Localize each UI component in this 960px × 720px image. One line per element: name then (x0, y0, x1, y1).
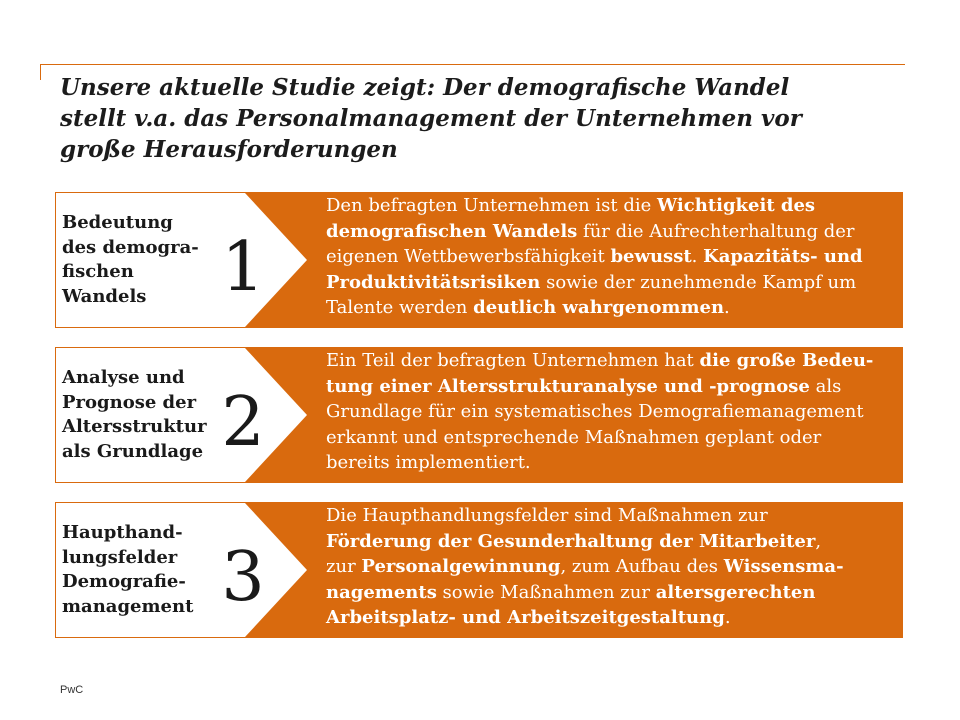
emphasis-text: die große Bedeu- (699, 350, 874, 371)
emphasis-text: Wissensma- (723, 556, 844, 577)
row-label-line: Altersstruktur (62, 416, 207, 437)
row-text-line (326, 193, 863, 219)
row-description (326, 348, 873, 476)
row-label-line: Haupthand- (62, 522, 183, 543)
row-number: 1 (221, 228, 265, 307)
row-text-line (326, 554, 844, 580)
body-text: , (815, 530, 822, 552)
row-text-line (326, 295, 863, 321)
row-label-line: Analyse und (62, 367, 185, 388)
emphasis-text: tung einer Altersstrukturanalyse und -prognose (326, 375, 810, 397)
row-text-line (326, 605, 844, 631)
body-text: sowie Maßnahmen zur (436, 581, 656, 603)
top-rule-tick (40, 64, 41, 80)
row-label (62, 366, 207, 464)
emphasis-text: Produktivitätsrisiken (326, 271, 541, 293)
row-text-line (326, 580, 844, 606)
row-text-line (326, 425, 873, 451)
emphasis-text: nagements (326, 581, 437, 603)
body-text: . (691, 246, 704, 267)
body-text: . (724, 607, 731, 628)
emphasis-text: bewusst (610, 246, 692, 267)
finding-row-1 (55, 192, 903, 328)
title-line: Unsere aktuelle Studie zeigt: Der demografische Wandel (60, 74, 790, 101)
emphasis-text: altersgerechten (655, 581, 816, 603)
emphasis-text: Förderung der Gesunderhaltung der Mitarbeiter (326, 530, 816, 552)
finding-row-2 (55, 347, 903, 483)
emphasis-text: deutlich wahrgenommen (473, 297, 725, 318)
row-text-line (326, 244, 863, 270)
row-description (326, 193, 863, 321)
emphasis-text: Kapazitäts- und (703, 246, 863, 267)
footer-brand: PwC (60, 684, 84, 696)
row-label-line: Prognose der (62, 391, 197, 413)
row-label (62, 211, 199, 309)
body-text: Grundlage für ein systematisches Demografiemanagement (326, 401, 864, 422)
body-text: eigenen Wettbewerbsfähigkeit (326, 246, 611, 267)
body-text: sowie der zunehmende Kampf um (540, 271, 857, 293)
row-label-line: des demogra- (62, 236, 199, 258)
emphasis-text: Arbeitsplatz- und Arbeitszeitgestaltung (326, 607, 725, 628)
emphasis-text: demografischen Wandels (326, 220, 578, 242)
body-text: , zum Aufbau des (560, 556, 724, 577)
body-text: Die Haupthandlungsfelder sind Maßnahmen zur (326, 505, 768, 526)
row-label-line: als Grundlage (62, 440, 204, 462)
row-text-line (326, 270, 863, 296)
row-text-line (326, 348, 873, 374)
top-rule (40, 64, 905, 65)
row-text-line (326, 529, 844, 555)
row-number: 3 (221, 538, 265, 617)
row-label-line: Bedeutung (62, 212, 173, 233)
body-text: bereits implementiert. (326, 452, 531, 473)
body-text: erkannt und entsprechende Maßnahmen geplant oder (326, 426, 822, 448)
emphasis-text: Personalgewinnung (361, 556, 561, 577)
finding-row-3 (55, 502, 903, 638)
row-label-line: fischen (62, 261, 134, 282)
row-label-line: lungsfelder (62, 546, 178, 568)
body-text: als (809, 375, 842, 397)
title-line: große Herausforderungen (60, 136, 398, 163)
body-text: . (724, 297, 730, 318)
body-text: Den befragten Unternehmen ist die (326, 195, 658, 216)
row-number: 2 (221, 383, 265, 462)
row-description (326, 503, 844, 631)
body-text: zur (326, 556, 362, 577)
emphasis-text: Wichtigkeit des (657, 195, 816, 216)
row-text-line (326, 503, 844, 529)
body-text: für die Aufrechterhaltung der (577, 220, 855, 242)
row-label-line: Demografie- (62, 571, 186, 592)
row-label-line: Wandels (62, 285, 147, 307)
row-label-line: management (62, 595, 194, 617)
body-text: Talente werden (326, 297, 474, 318)
row-text-line (326, 399, 873, 425)
row-label (62, 521, 193, 619)
row-text-line (326, 450, 873, 476)
row-text-line (326, 219, 863, 245)
body-text: Ein Teil der befragten Unternehmen hat (326, 350, 700, 371)
title-line: stellt v.a. das Personalmanagement der Unternehmen vor (60, 105, 802, 132)
slide-title (60, 72, 802, 165)
row-text-line (326, 374, 873, 400)
